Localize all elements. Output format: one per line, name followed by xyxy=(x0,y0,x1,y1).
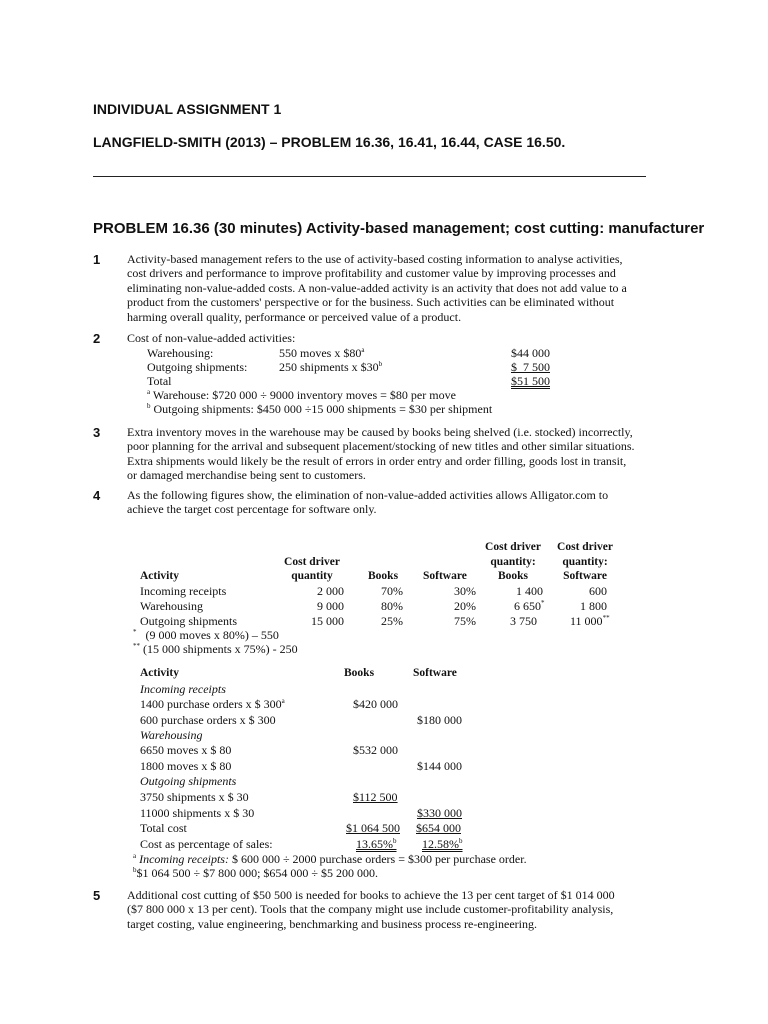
t2-books-value: $112 500 xyxy=(353,790,398,804)
assignment-subtitle: LANGFIELD-SMITH (2013) – PROBLEM 16.36, 16.41, 16.44, CASE 16.50. xyxy=(93,134,566,150)
t1-activity: Outgoing shipments xyxy=(140,614,238,628)
t2-row-label: 6650 moves x $ 80 xyxy=(140,743,232,757)
t1-qty-books: 6 650* xyxy=(514,599,545,613)
t2-header-books: Books xyxy=(344,667,375,679)
paragraph-1-line: product from the customers' perspective or for the business. Such activities can be eliminated without xyxy=(127,295,615,310)
t1-qty-books: 3 750 xyxy=(510,614,537,628)
t2-total-label: Total cost xyxy=(140,821,187,835)
t1-books-pct: 25% xyxy=(381,614,403,628)
t2-books-value: $420 000 xyxy=(353,697,398,711)
item-number-3: 3 xyxy=(93,425,101,440)
paragraph-4-line-last: achieve the target cost percentage for software only. xyxy=(127,502,377,517)
nva-footnote-a: $^a$ Warehouse: $720 000 ÷ 9000 inventory moves = $80 per move xyxy=(147,388,456,402)
t1-header-activity: Activity xyxy=(140,570,179,582)
t2-total-books: $1 064 500 xyxy=(346,821,400,835)
t1-header-cdq-software: quantity: xyxy=(562,556,608,568)
t1-header-cdq: quantity xyxy=(291,570,333,582)
t1-header-software: Software xyxy=(423,570,467,582)
t2-section-incoming: Incoming receipts xyxy=(140,682,226,696)
paragraph-3 xyxy=(127,425,675,483)
t1-qty-software: 1 800 xyxy=(580,599,607,613)
nva-intro: Cost of non-value-added activities: xyxy=(127,331,296,345)
t1-activity: Incoming receipts xyxy=(140,584,227,598)
t2-section-warehousing: Warehousing xyxy=(140,728,203,742)
t2-row-label: 11000 shipments x $ 30 xyxy=(140,806,255,820)
t2-software-value: $144 000 xyxy=(417,759,462,773)
t2-row-label: 3750 shipments x $ 30 xyxy=(140,790,249,804)
t1-activity: Warehousing xyxy=(140,599,204,613)
t1-qty: 9 000 xyxy=(317,599,344,613)
nva-amount: $44 000 xyxy=(511,346,550,360)
paragraph-4-line: As the following figures show, the elimination of non-value-added activities allows Alligator.com to xyxy=(127,488,609,502)
t1-header-cdq-software: Cost driver xyxy=(557,541,613,553)
paragraph-3-line: poor planning for the arrival and subsequent placement/stocking of new titles and other similar situations. xyxy=(127,439,635,454)
t2-footnote-a: $^a$ Incoming receipts: $ 600 000 ÷ 2000 purchase orders = $300 per purchase order. xyxy=(133,852,527,866)
paragraph-1 xyxy=(127,252,675,324)
t2-header-activity: Activity xyxy=(140,667,179,679)
t2-row-label: 600 purchase orders x $ 300 xyxy=(140,713,276,727)
t1-header-books: Books xyxy=(368,570,399,582)
t2-pct-label: Cost as percentage of sales: xyxy=(140,837,273,851)
paragraph-3-line: Extra shipments would likely be the result of errors in order entry and order filling, goods lost in transit, xyxy=(127,453,627,468)
nva-calc: 250 shipments x $30$^b$ xyxy=(279,360,383,374)
t2-pct-books: 13.65%$^b$ xyxy=(356,837,397,851)
paragraph-5-line: ($7 800 000 x 13 per cent). Tools that the company might use include customer-profitability analysis, xyxy=(127,902,614,917)
paragraph-1-line: eliminating non-value-added costs. A non-value-added activity is an activity that does not add value to a xyxy=(127,280,627,295)
item-number-1: 1 xyxy=(93,252,101,267)
t1-software-pct: 75% xyxy=(454,614,476,628)
t2-row-label: 1400 purchase orders x $ 300$^a$ xyxy=(140,697,285,711)
nva-amount: $ 7 500 xyxy=(511,360,550,374)
nva-calc: 550 moves x $80$^a$ xyxy=(279,346,365,360)
t2-software-value: $330 000 xyxy=(417,806,462,820)
t1-footnote-1: * (9 000 moves x 80%) – 550 xyxy=(133,628,279,642)
t2-footnote-b: $^b$\$1 064 500 ÷ $7 800 000; $654 000 ÷ $5 200 000. xyxy=(133,866,379,880)
t1-books-pct: 80% xyxy=(381,599,403,613)
t2-section-outgoing: Outgoing shipments xyxy=(140,774,237,788)
paragraph-1-line: cost drivers and performance to improve profitability and customer value by improving processes and xyxy=(127,266,616,281)
t1-header-cdq-books: Books xyxy=(497,570,529,582)
paragraph-3-line-last: or damaged merchandise being sent to customers. xyxy=(127,468,366,483)
t2-total-software: $654 000 xyxy=(416,821,461,835)
nva-label: Outgoing shipments: xyxy=(147,360,248,374)
t1-qty-software: 11 000** xyxy=(570,614,610,628)
nva-total-amount: $51 500 xyxy=(511,374,550,388)
problem-heading: PROBLEM 16.36 (30 minutes) Activity-based management; cost cutting: manufacturer xyxy=(93,220,705,237)
assignment-title: INDIVIDUAL ASSIGNMENT 1 xyxy=(93,101,282,117)
t2-books-value: $532 000 xyxy=(353,743,398,757)
item-number-5: 5 xyxy=(93,888,101,903)
t1-qty: 2 000 xyxy=(317,584,344,598)
paragraph-5-line: Additional cost cutting of $50 500 is needed for books to achieve the 13 per cent target of $1 014 000 xyxy=(127,888,615,902)
item-number-4: 4 xyxy=(93,488,101,503)
nva-label: Warehousing: xyxy=(147,346,214,360)
t1-software-pct: 30% xyxy=(454,584,476,598)
item-number-2: 2 xyxy=(93,331,101,346)
paragraph-5-line-last: target costing, value engineering, benchmarking and business process re-engineering. xyxy=(127,916,537,931)
paragraph-4 xyxy=(127,488,675,517)
t1-qty-books: 1 400 xyxy=(516,584,543,598)
paragraph-1-line-last: harming overall quality, performance or perceived value of a product. xyxy=(127,309,462,324)
t1-software-pct: 20% xyxy=(454,599,476,613)
t2-software-value: $180 000 xyxy=(417,713,462,727)
t1-books-pct: 70% xyxy=(381,584,403,598)
t1-header-cdq-books: quantity: xyxy=(490,556,536,568)
paragraph-3-line: Extra inventory moves in the warehouse may be caused by books being shelved (i.e. stocked) incorrectly, xyxy=(127,425,633,439)
t2-pct-software: 12.58%$^b$ xyxy=(422,837,463,851)
divider-rule xyxy=(93,176,646,177)
paragraph-5 xyxy=(127,888,675,931)
t1-qty: 15 000 xyxy=(311,614,344,628)
t2-row-label: 1800 moves x $ 80 xyxy=(140,759,232,773)
t1-header-cdq: Cost driver xyxy=(284,556,340,568)
paragraph-1-line: Activity-based management refers to the use of activity-based costing information to analyse activities, xyxy=(127,252,623,266)
t1-qty-software: 600 xyxy=(589,584,607,598)
t1-header-cdq-books: Cost driver xyxy=(485,541,541,553)
t1-footnote-2: ** (15 000 shipments x 75%) - 250 xyxy=(133,642,298,656)
nva-footnote-b: $^b$ Outgoing shipments: $450 000 ÷15 000 shipments = $30 per shipment xyxy=(147,402,493,416)
nva-total-label: Total xyxy=(147,374,172,388)
t2-header-software: Software xyxy=(413,667,457,679)
t1-header-cdq-software: Software xyxy=(563,570,607,582)
